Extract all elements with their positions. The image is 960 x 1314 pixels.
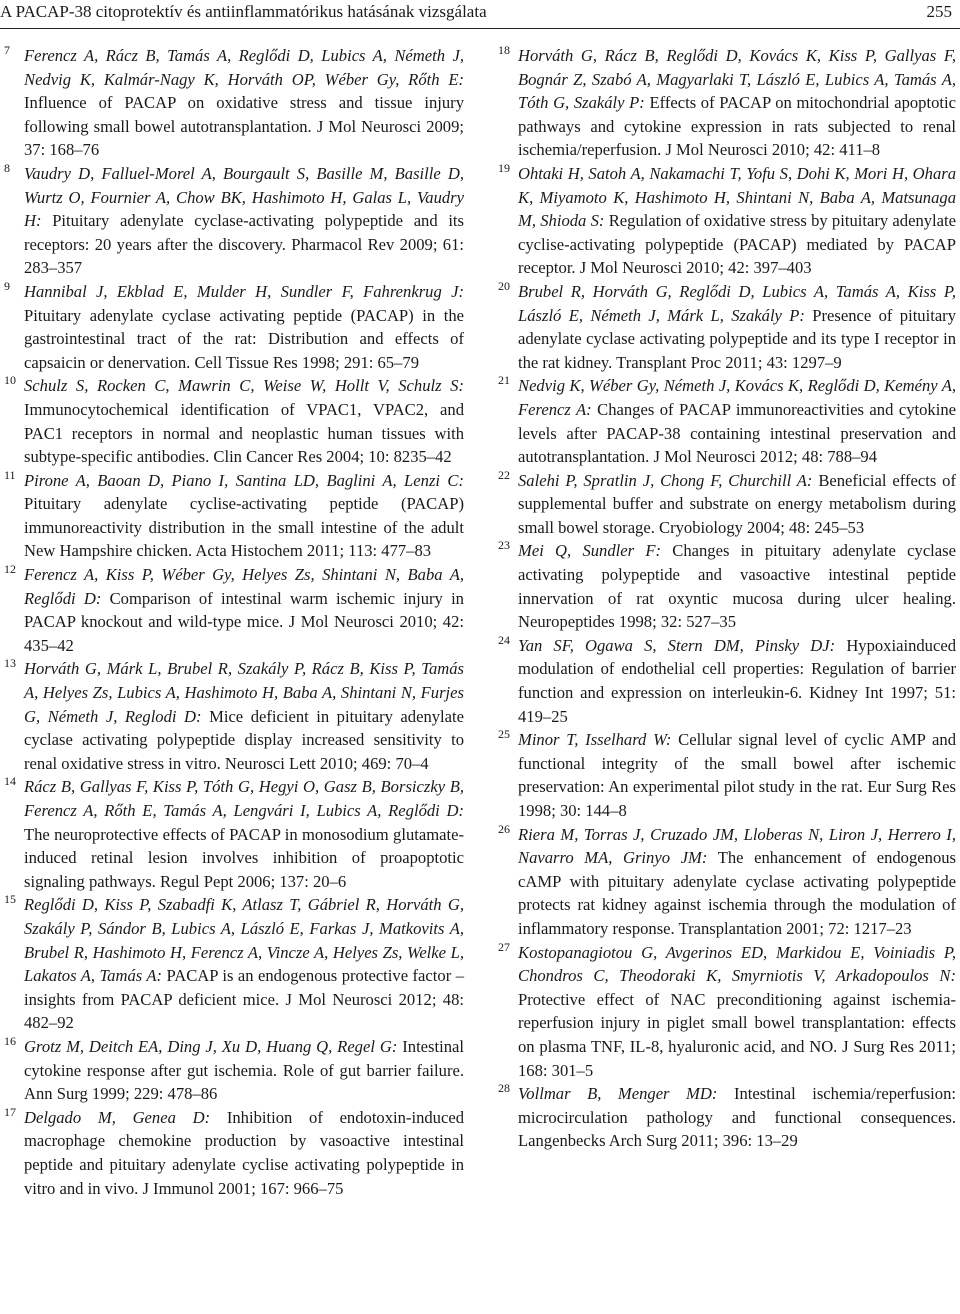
reference-item (0, 893, 464, 1035)
running-header (0, 0, 960, 29)
reference-number: 23 (498, 538, 510, 553)
reference-number: 20 (498, 278, 510, 293)
reference-number: 13 (4, 656, 16, 671)
page-number: 255 (926, 2, 952, 21)
reference-number: 10 (4, 373, 16, 388)
reference-authors: Ohtaki H, Satoh A, Nakamachi T, Yofu S, Dohi K, Mori H, Ohara K, Miyamoto K, Hashimoto H, Shintani N, Baba A, Matsunaga M, Shioda S: (518, 163, 956, 231)
reference-number: 25 (498, 727, 510, 742)
reference-text: The enhancement of endogenous cAMP with pituitary adenylate cyclase activating polypeptide protects rat kidney against ischemia through the modulation of inflammatory response. Transplantation 2001; 72: 1217–23 (518, 848, 956, 938)
reference-text: Beneficial effects of supplemental buffer and substrate on energy metabolism during small bowel storage. Cryobiology 2004; 48: 245–53 (518, 470, 956, 537)
reference-authors: Schulz S, Rocken C, Mawrin C, Weise W, Hollt V, Schulz S: (24, 376, 464, 396)
reference-number: 18 (498, 43, 510, 57)
reference-item (0, 374, 464, 468)
reference-authors: Kostopanagiotou G, Avgerinos ED, Markidou E, Voiniadis P, Chondros C, Theodoraki K, Smyrniotis V, Arkadopoulos N: (518, 942, 956, 986)
reference-authors: Minor T, Isselhard W: (518, 730, 672, 750)
reference-item (0, 1106, 464, 1200)
reference-item (494, 469, 956, 540)
reference-item (0, 657, 464, 775)
reference-authors: Horváth G, Rácz B, Reglődi D, Kovács K, Kiss P, Gallyas F, Bognár Z, Szabó A, Magyarlaki T, László E, Lubics A, Tamás A, Tóth G, Szakály P: (518, 46, 956, 113)
reference-number: 11 (4, 467, 16, 482)
reference-item (0, 44, 464, 162)
reference-number: 24 (498, 632, 510, 647)
reference-authors: Yan SF, Ogawa S, Stern DM, Pinsky DJ: (518, 635, 836, 655)
reference-text: Regulation of oxidative stress by pituitary adenylate cyclise-activating polypeptide (PACAP) mediated by PACAP receptor. J Mol Neurosci 2010; 42: 397–403 (518, 211, 956, 278)
reference-text: The neuroprotective effects of PACAP in monosodium glutamate-induced retinal lesion involves inhibition of proapoptotic signaling pathways. Regul Pept 2006; 137: 20–6 (24, 824, 464, 891)
reference-authors: Hannibal J, Ekblad E, Mulder H, Sundler F, Fahrenkrug J: (24, 281, 464, 301)
reference-authors: Vaudry D, Falluel-Morel A, Bourgault S, Basille M, Basille D, Wurtz O, Fournier A, Chow BK, Hashimoto H, Galas L, Vaudry H: (24, 163, 464, 231)
reference-number: 17 (4, 1104, 16, 1119)
reference-item (0, 775, 464, 893)
reference-number: 28 (498, 1081, 510, 1096)
reference-item (494, 941, 956, 1083)
reference-text: Intestinal cytokine response after gut ischemia. Role of gut barrier failure. Ann Surg 1999; 229: 478–86 (24, 1036, 464, 1104)
references-left-column (0, 44, 464, 1200)
reference-text: Pituitary adenylate cyclise-activating peptide (PACAP) immunoreactivity distribution in the small intestine of the adult New Hampshire chicken. Acta Histochem 2011; 113: 477–83 (24, 494, 464, 561)
reference-text: Effects of PACAP on mitochondrial apoptotic pathways and cytokine expression in rats subjected to renal ischemia/reperfusion. J Mol Neurosci 2010; 42: 411–8 (518, 93, 956, 160)
reference-item (494, 374, 956, 468)
reference-number: 12 (4, 562, 16, 577)
reference-item (0, 1035, 464, 1106)
reference-text: Protective effect of NAC preconditioning against ischemia-reperfusion injury in piglet small bowel transplantation: effects on plasma TNF, IL-8, hyaluronic acid, and NO. J Surg Res 2011; 168: 301–5 (518, 989, 956, 1080)
reference-number: 21 (498, 373, 510, 388)
reference-authors: Nedvig K, Wéber Gy, Németh J, Kovács K, Reglődi D, Kemény A, Ferencz A: (518, 376, 956, 419)
reference-item (0, 563, 464, 657)
references-right-column (494, 44, 956, 1153)
reference-item (0, 280, 464, 374)
reference-number: 27 (498, 939, 510, 954)
reference-authors: Riera M, Torras J, Cruzado JM, Lloberas N, Liron J, Herrero I, Navarro MA, Grinyo JM: (518, 824, 956, 868)
running-title: A PACAP-38 citoprotektív és antiinflammatórikus hatásának vizsgálata (0, 2, 487, 21)
reference-number: 19 (498, 160, 510, 175)
reference-number: 26 (498, 821, 510, 836)
reference-authors: Ferencz A, Rácz B, Tamás A, Reglődi D, Lubics A, Németh J, Nedvig K, Kalmár-Nagy K, Horváth OP, Wéber Gy, Rőth E: (24, 46, 464, 89)
reference-item (494, 280, 956, 374)
reference-text: Changes in pituitary adenylate cyclase activating polypeptide and vasoactive intestinal peptide innervation of rat oxyntic mucosa during ulcer healing. Neuropeptides 1998; 32: 527–35 (518, 541, 956, 632)
reference-authors: Salehi P, Spratlin J, Chong F, Churchill A: (518, 470, 813, 490)
reference-text: Cellular signal level of cyclic AMP and functional integrity of the small bowel after ischemic preservation: An experimental pilot study in the rat. Eur Surg Res 1998; 30: 144–8 (518, 730, 956, 820)
reference-number: 16 (4, 1033, 16, 1048)
reference-text: Immunocytochemical identification of VPAC1, VPAC2, and PAC1 receptors in normal and neoplastic human tissues with subtype-specific antibodies. Clin Cancer Res 2004; 10: 8235–42 (24, 399, 464, 467)
reference-item (494, 728, 956, 822)
reference-text: PACAP is an endogenous protective factor – insights from PACAP deficient mice. J Mol Neurosci 2012; 48: 482–92 (24, 966, 464, 1033)
reference-number: 9 (4, 278, 10, 293)
reference-authors: Delgado M, Genea D: (24, 1107, 211, 1127)
reference-authors: Pirone A, Baoan D, Piano I, Santina LD, Baglini A, Lenzi C: (24, 470, 464, 490)
reference-number: 15 (4, 892, 16, 907)
reference-item (0, 162, 464, 280)
reference-item (494, 1082, 956, 1153)
reference-authors: Vollmar B, Menger MD: (518, 1084, 718, 1104)
reference-text: Presence of pituitary adenylate cyclase activating polypeptide and its type I receptor in the rat kidney. Transplant Proc 2011; 43: 1297–9 (518, 305, 957, 372)
reference-text: Intestinal ischemia/reperfusion: microcirculation pathology and functional consequences. Langenbecks Arch Surg 2011; 396: 13–29 (518, 1084, 956, 1151)
reference-text: Pituitary adenylate cyclase activating peptide (PACAP) in the gastrointestinal tract of the rat: Distribution and effects of capsaicin or denervation. Cell Tissue Res 1998; 291: 65–79 (24, 305, 464, 372)
reference-number: 7 (4, 43, 10, 57)
reference-item (494, 539, 956, 633)
reference-number: 14 (4, 774, 16, 789)
reference-text: Comparison of intestinal warm ischemic injury in PACAP knockout and wild-type mice. J Mol Neurosci 2010; 42: 435–42 (24, 588, 464, 655)
reference-authors: Reglődi D, Kiss P, Szabadfi K, Atlasz T, Gábriel R, Horváth G, Szakály P, Sándor B, Lubics A, László E, Farkas J, Matkovits A, Brubel R, Hashimoto H, Ferencz A, Vincze A, Helyes Zs, Welke L, Lakatos A, Tamás A: (24, 895, 464, 986)
reference-text: Pituitary adenylate cyclase-activating polypeptide and its receptors: 20 years after the discovery. Pharmacol Rev 2009; 61: 283–357 (24, 211, 464, 278)
reference-authors: Horváth G, Márk L, Brubel R, Szakály P, Rácz B, Kiss P, Tamás A, Helyes Zs, Lubics A, Hashimoto H, Baba A, Shintani N, Furjes G, Németh J, Reglodi D: (24, 659, 464, 726)
reference-authors: Mei Q, Sundler F: (518, 541, 661, 561)
reference-item (494, 823, 956, 941)
reference-item (494, 44, 956, 162)
reference-text: Changes of PACAP immunoreactivities and cytokine levels after PACAP-38 containing intestinal preservation and autotransplantation. J Mol Neurosci 2012; 48: 788–94 (518, 399, 956, 467)
reference-authors: Grotz M, Deitch EA, Ding J, Xu D, Huang Q, Regel G: (24, 1036, 398, 1056)
reference-text: Influence of PACAP on oxidative stress and tissue injury following small bowel autotransplantation. J Mol Neurosci 2009; 37: 168–76 (24, 93, 464, 160)
reference-text: Mice deficient in pituitary adenylate cyclase activating polypeptide display increased sensitivity to renal oxidative stress in vitro. Neurosci Lett 2010; 469: 70–4 (24, 706, 465, 773)
reference-number: 22 (498, 467, 510, 482)
reference-item (494, 162, 956, 280)
reference-item (0, 469, 464, 563)
reference-authors: Brubel R, Horváth G, Reglődi D, Lubics A, Tamás A, Kiss P, László E, Németh J, Márk L, Szakály P: (518, 281, 956, 325)
reference-text: Hypoxiainduced modulation of endothelial cell properties: Regulation of barrier function and expression on interleukin-6. Kidney Int 1997; 51: 419–25 (518, 635, 956, 726)
reference-text: Inhibition of endotoxin-induced macrophage chemokine production by vasoactive intestinal peptide and pituitary adenylate cyclise activating polypeptide in vitro and in vivo. J Immunol 2001; 167: 966–75 (24, 1107, 464, 1198)
reference-authors: Ferencz A, Kiss P, Wéber Gy, Helyes Zs, Shintani N, Baba A, Reglődi D: (24, 565, 464, 608)
reference-number: 8 (4, 160, 10, 175)
reference-item (494, 634, 956, 728)
reference-authors: Rácz B, Gallyas F, Kiss P, Tóth G, Hegyi O, Gasz B, Borsiczky B, Ferencz A, Rőth E, Tamás A, Lengvári I, Lubics A, Reglődi D: (24, 777, 464, 820)
